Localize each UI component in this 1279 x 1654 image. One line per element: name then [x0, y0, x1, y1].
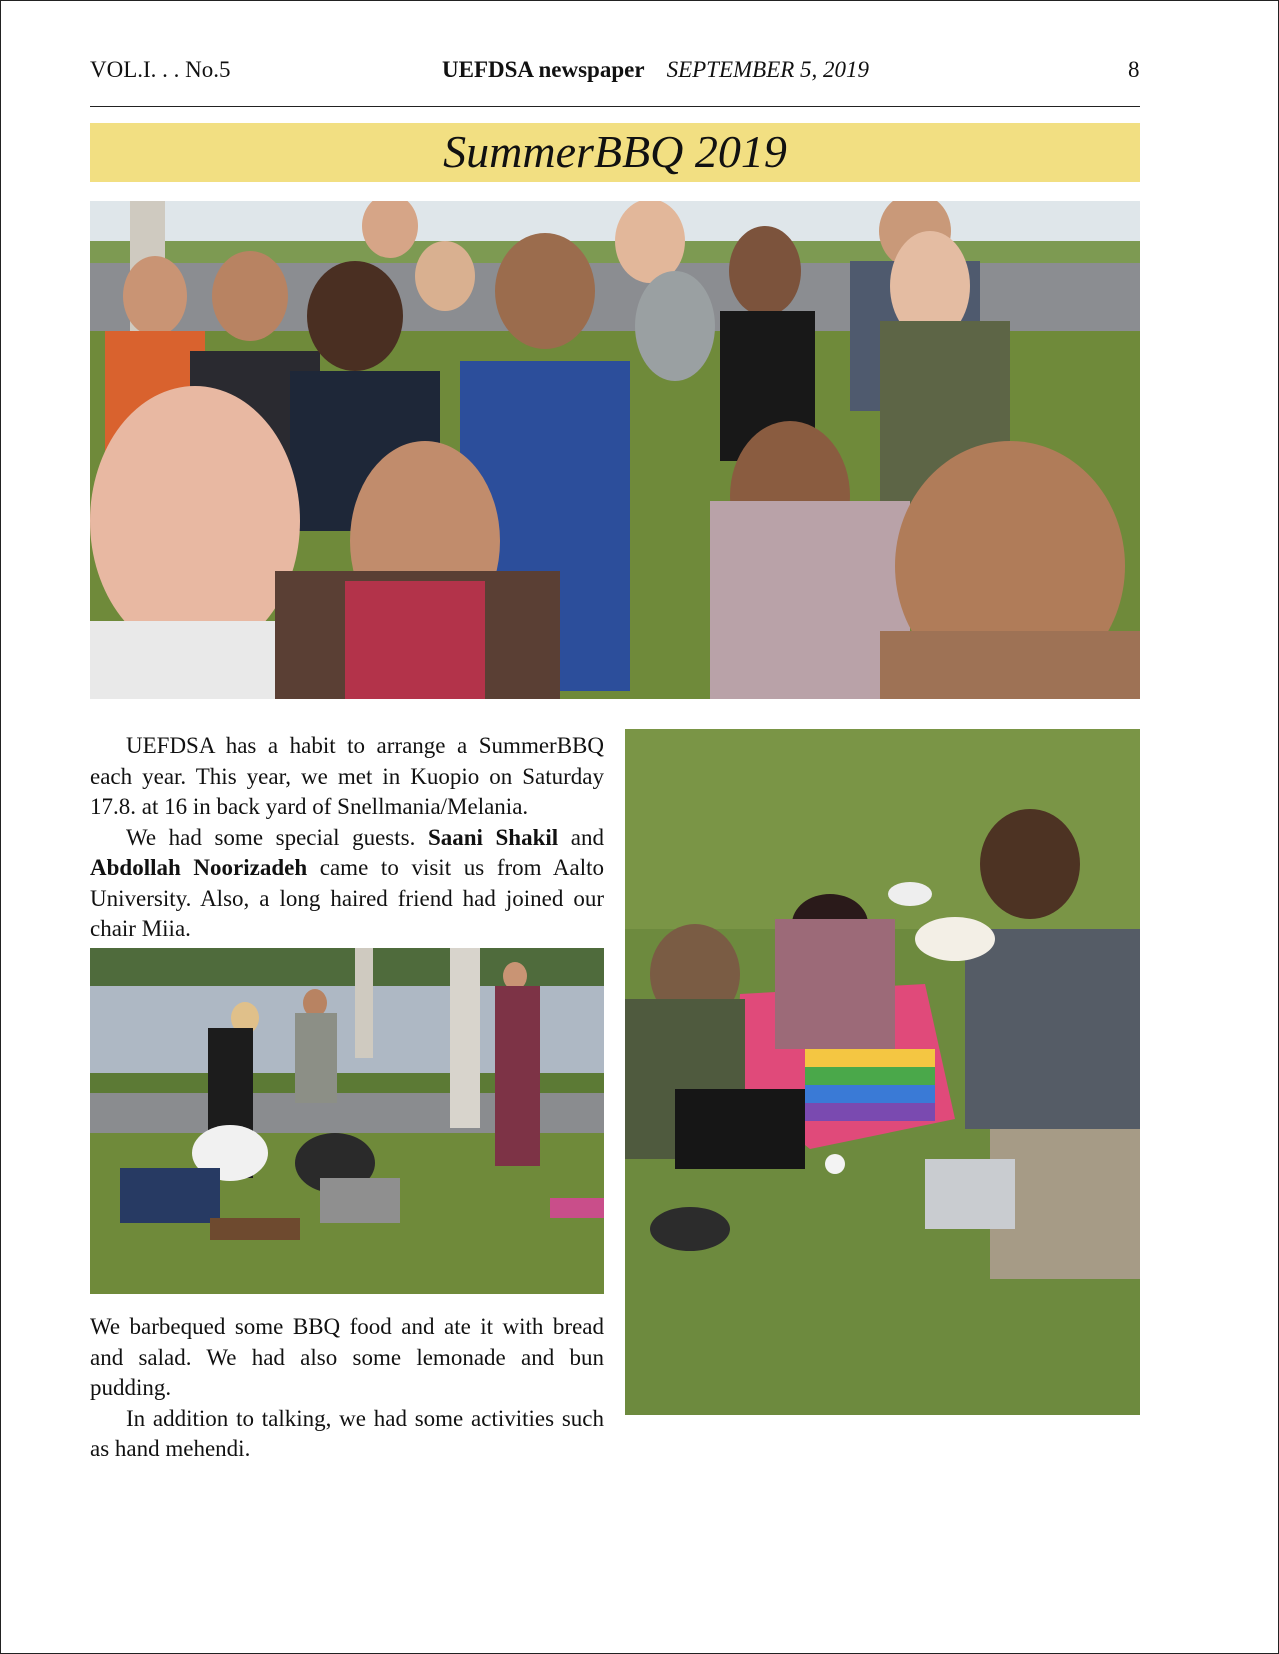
- bbq-photo: [90, 948, 604, 1294]
- paragraph-intro: UEFDSA has a habit to arrange a SummerBBQ each year. This year, we met in Kuopio on Saturday 17.8. at 16 in back yard of Snellmania/Melania.: [90, 733, 604, 819]
- paragraph-mehendi: In addition to talking, we had some activities such as hand mehendi.: [90, 1405, 604, 1461]
- header-rule: [90, 106, 1140, 107]
- volume-number: VOL.I. . . No.5: [90, 57, 231, 82]
- issue-date: SEPTEMBER 5, 2019: [666, 57, 870, 82]
- paragraph-guests: [90, 823, 604, 945]
- guests-text-c: came to visit us from Aalto University. Also, a long haired friend had joined our chair Miia.: [90, 855, 604, 941]
- group-photo: [90, 201, 1140, 699]
- paper-name: UEFDSA newspaper: [442, 57, 645, 82]
- guests-text-a: We had some special guests.: [126, 824, 428, 850]
- guest-name-1: Saani Shakil: [427, 824, 559, 850]
- guests-text-b: and: [558, 824, 604, 850]
- masthead: [442, 56, 869, 84]
- page-number: 8: [1128, 57, 1140, 82]
- paragraph-food: We barbequed some BBQ food and ate it with bread and salad. We had also some lemonade and bun pudding.: [90, 1314, 604, 1400]
- title-band: [90, 123, 1140, 182]
- article-title: SummerBBQ 2019: [443, 126, 787, 177]
- article-intro: [90, 731, 604, 945]
- mehendi-photo: [625, 729, 1140, 1415]
- guest-name-2: Abdollah Noorizadeh: [90, 855, 308, 880]
- article-activities: [90, 1312, 604, 1465]
